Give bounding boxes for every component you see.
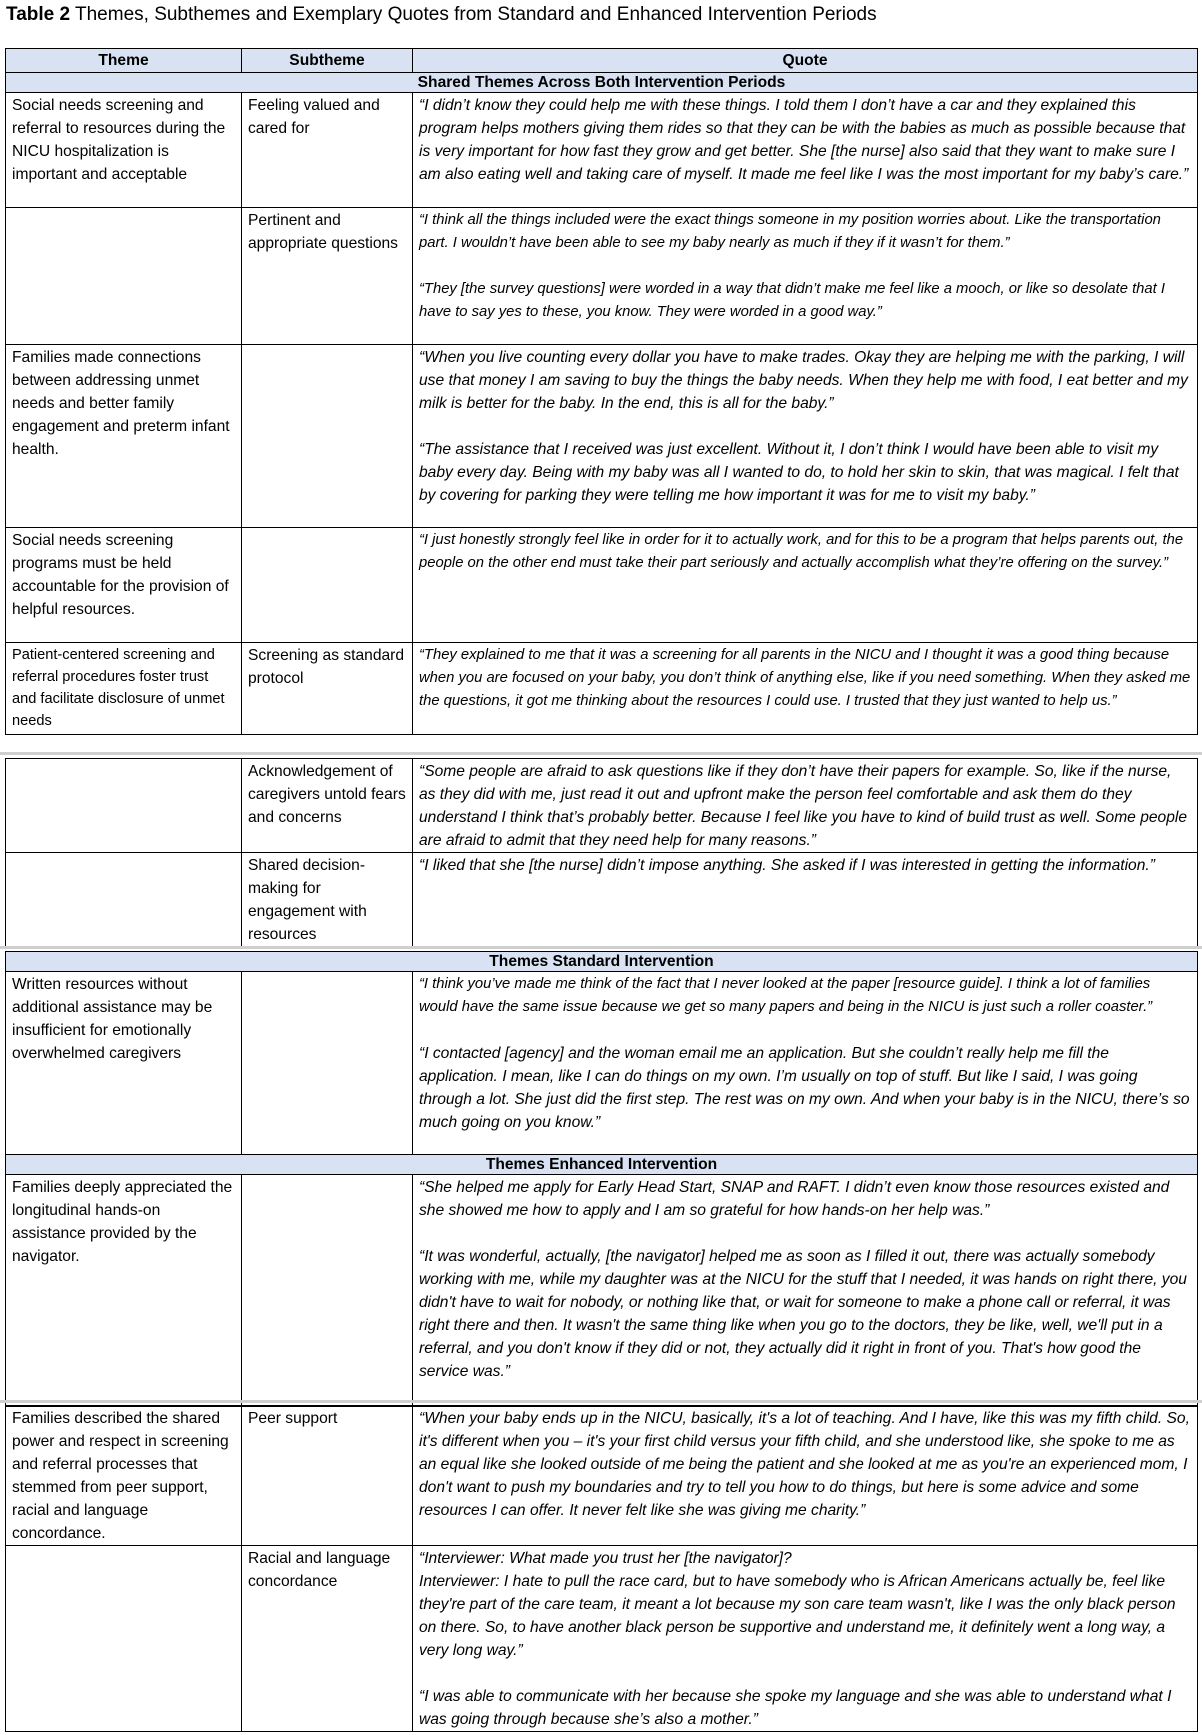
subtheme-cell: Screening as standard protocol [242, 643, 413, 735]
subtheme-cell: Pertinent and appropriate questions [242, 208, 413, 345]
table-block-3 [5, 951, 1198, 1407]
page-separator [0, 946, 1202, 949]
quote-cell [413, 93, 1198, 208]
quote-cell [413, 1175, 1198, 1407]
table-caption [6, 4, 877, 26]
quote-cell [413, 759, 1198, 853]
table-block-4 [5, 1405, 1198, 1732]
theme-cell: Social needs screening programs must be held accountable for the provision of helpful resources. [6, 528, 242, 643]
theme-cell: Patient-centered screening and referral procedures foster trust and facilitate disclosure of unmet needs [6, 643, 242, 735]
section-enhanced: Themes Enhanced Intervention [6, 1155, 1198, 1175]
quote-cell [413, 528, 1198, 643]
table-block-1 [5, 48, 1198, 735]
theme-cell: Written resources without additional assistance may be insufficient for emotionally overwhelmed caregivers [6, 972, 242, 1155]
quote-text: “She helped me apply for Early Head Start, SNAP and RAFT. I didn’t even know those resources existed and she showed me how to apply and I am so grateful for how hands-on her help was.” [419, 1179, 1170, 1219]
header-theme: Theme [6, 49, 242, 73]
page-separator [0, 752, 1202, 755]
theme-cell: Families deeply appreciated the longitudinal hands-on assistance provided by the navigator. [6, 1175, 242, 1407]
quote-text: “Some people are afraid to ask questions like if they don’t have their papers for example. So, like if the nurse, as they did with me, just read it out and upfront make the person feel comfortable and ask them do they understand I think that’s probably better. Because I feel like you have to kind of build trust as well. Some people are afraid to admit that they need help for many reasons.” [419, 763, 1188, 849]
quote-text: “The assistance that I received was just excellent. Without it, I don’t think I would have been able to visit my baby every day. Being with my baby was all I wanted to do, to hold her skin to skin, that was magical. I felt that by covering for parking they were telling me how important it was for me to visit my baby.” [419, 441, 1179, 504]
theme-cell [6, 853, 242, 947]
table-row [6, 93, 1198, 208]
header-quote: Quote [413, 49, 1198, 73]
table-row [6, 643, 1198, 735]
subtheme-cell [242, 972, 413, 1155]
subtheme-cell [242, 1175, 413, 1407]
quote-cell [413, 345, 1198, 528]
subtheme-cell [242, 528, 413, 643]
subtheme-cell: Shared decision-making for engagement with resources [242, 853, 413, 947]
quote-cell [413, 1406, 1198, 1546]
quote-cell [413, 208, 1198, 345]
quote-text: “They explained to me that it was a screening for all parents in the NICU and I thought it was a good thing because when you are focused on your baby, you don’t think of anything else, like if you need something. When they asked me the questions, it got me thinking about the resources I could use. I trusted that they just wanted to help us.” [419, 647, 1191, 709]
theme-cell: Families made connections between addressing unmet needs and better family engagement and preterm infant health. [6, 345, 242, 528]
theme-cell: Social needs screening and referral to resources during the NICU hospitalization is important and acceptable [6, 93, 242, 208]
theme-cell: Families described the shared power and respect in screening and referral processes that stemmed from peer support, racial and language concordance. [6, 1406, 242, 1546]
quote-cell [413, 643, 1198, 735]
table-row [6, 208, 1198, 345]
quote-cell [413, 972, 1198, 1155]
header-subtheme: Subtheme [242, 49, 413, 73]
table-row [6, 759, 1198, 853]
quote-cell [413, 1546, 1198, 1732]
quote-text: “Interviewer: What made you trust her [the navigator]? Interviewer: I hate to pull the race card, but to have somebody who is African Americans actually be, feel like they're part of the care team, it meant a lot because my son care team wasn't, like I was the only black person on there. So, to have another black person be supportive and understand me, it definitely went a long way, a very long way.” [419, 1550, 1176, 1659]
quote-text: “I just honestly strongly feel like in order for it to actually work, and for this to be a program that helps parents out, the people on the other end must take their part seriously and actually accomplish what they’re offering on the survey.” [419, 532, 1184, 571]
table-label: Table 2 [6, 4, 71, 25]
page-separator [0, 1400, 1202, 1403]
quote-text: “When your baby ends up in the NICU, basically, it's a lot of teaching. And I have, like this was my fifth child. So, it's different when you – it's your first child versus your fifth child, and she understood like, she spoke to me as an equal like she looked outside of me being the patient and she looked at me as you're an experienced mom, I don't want to push my boundaries and try to tell you how to do things, but here is some advice and some resources I can offer. It never felt like she was giving me charity.” [419, 1410, 1190, 1519]
table-block-2 [5, 758, 1198, 947]
quote-cell [413, 853, 1198, 947]
theme-cell [6, 208, 242, 345]
theme-cell [6, 1546, 242, 1732]
quote-text: “When you live counting every dollar you have to make trades. Okay they are helping me with the parking, I will use that money I am saving to buy the things the baby needs. When they help me with food, I eat better and my milk is better for the baby. In the end, this is all for the baby.” [419, 349, 1188, 412]
subtheme-cell: Acknowledgement of caregivers untold fears and concerns [242, 759, 413, 853]
table-row [6, 972, 1198, 1155]
subtheme-cell: Peer support [242, 1406, 413, 1546]
table-row [6, 1546, 1198, 1732]
subtheme-cell [242, 345, 413, 528]
table-row [6, 345, 1198, 528]
subtheme-cell: Feeling valued and cared for [242, 93, 413, 208]
table-row [6, 1406, 1198, 1546]
table-row [6, 1175, 1198, 1407]
quote-text: “I liked that she [the nurse] didn’t impose anything. She asked if I was interested in getting the information.” [419, 857, 1155, 874]
section-standard: Themes Standard Intervention [6, 952, 1198, 972]
theme-cell [6, 759, 242, 853]
quote-text: “I think all the things included were the exact things someone in my position worries about. Like the transportation part. I wouldn’t have been able to see my baby nearly as much if they if it wasn’t for them.” [419, 212, 1161, 251]
table-row [6, 528, 1198, 643]
quote-text: “I didn’t know they could help me with these things. I told them I don’t have a car and they explained this program helps mothers giving them rides so that they can be with the babies as much as possible because that is very important for how fast they grow and get better. She [the nurse] also said that they want to make sure I am also eating well and taking care of myself. It made me feel like I was the most important for my baby’s care.” [419, 97, 1189, 183]
quote-text: “I contacted [agency] and the woman email me an application. But she couldn’t really help me fill the application. I mean, like I can do things on my own. I’m usually on top of stuff. But like I said, I was going through a lot. She just did the first step. The rest was on my own. And when your baby is in the NICU, there’s so much going on you know.” [419, 1045, 1190, 1131]
table-title: Themes, Subthemes and Exemplary Quotes from Standard and Enhanced Intervention Periods [70, 4, 877, 25]
quote-text: “I think you’ve made me think of the fact that I never looked at the paper [resource guide]. I think a lot of families would have the same issue because we get so many papers and being in the NICU is just such a roller coaster.” [419, 976, 1153, 1015]
quote-text: “They [the survey questions] were worded in a way that didn’t make me feel like a mooch, or like so desolate that I have to say yes to these, you know. They were worded in a good way.” [419, 281, 1165, 320]
subtheme-cell: Racial and language concordance [242, 1546, 413, 1732]
table-row [6, 853, 1198, 947]
section-shared: Shared Themes Across Both Intervention Periods [6, 73, 1198, 93]
quote-text: “It was wonderful, actually, [the navigator] helped me as soon as I filled it out, there was actually somebody working with me, while my daughter was at the NICU for the stuff that I needed, it was hands on right there, you didn't have to wait for nobody, or nothing like that, or wait for someone to make a phone call or referral, it was right there and then. It wasn't the same thing like when you go to the doctors, they be like, well, we'll put in a referral, and you don't know if they did or not, they actually did it right in front of you. That's how good the service was.” [419, 1248, 1187, 1380]
quote-text: “I was able to communicate with her because she spoke my language and she was able to understand what I was going through because she’s also a mother.” [419, 1688, 1172, 1728]
